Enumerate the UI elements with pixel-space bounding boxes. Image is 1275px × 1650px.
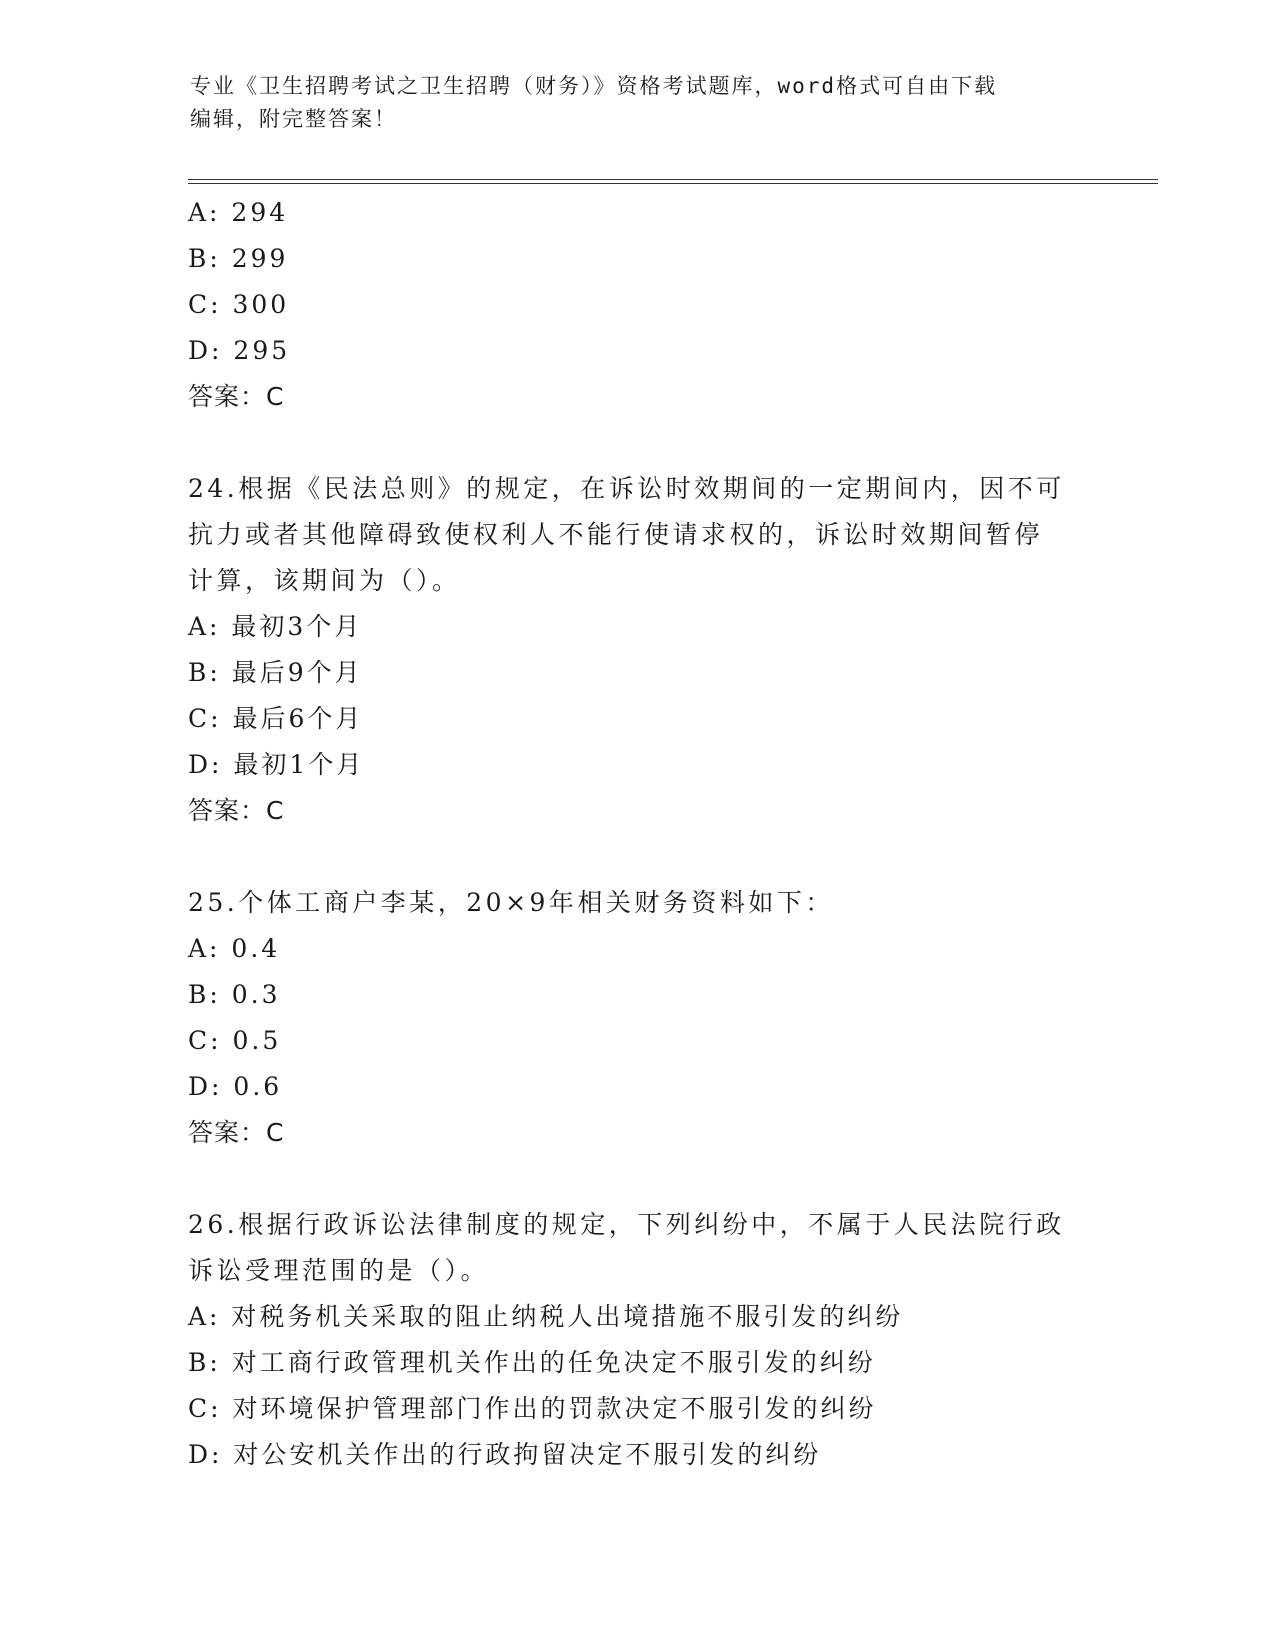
question-23 <box>188 190 1088 420</box>
option-d: D: 最初1个月 <box>188 750 365 779</box>
option-b: B: 对工商行政管理机关作出的任免决定不服引发的纠纷 <box>188 1348 876 1377</box>
answer-line: 答案：C <box>188 1118 285 1147</box>
option-b: B: 最后9个月 <box>188 658 363 687</box>
answer-line: 答案：C <box>188 796 285 825</box>
option-d: D: 295 <box>188 336 291 365</box>
question-text-line: 诉讼受理范围的是（）。 <box>188 1256 490 1285</box>
option-d: D: 对公安机关作出的行政拘留决定不服引发的纠纷 <box>188 1440 822 1469</box>
option-b: B: 0.3 <box>188 980 281 1009</box>
question-text-line: 24.根据《民法总则》的规定，在诉讼时效期间的一定期间内，因不可 <box>188 474 1065 503</box>
option-a: A: 294 <box>188 198 289 227</box>
option-b: B: 299 <box>188 244 289 273</box>
question-26 <box>188 1202 1088 1478</box>
option-d: D: 0.6 <box>188 1072 283 1101</box>
option-c: C: 0.5 <box>188 1026 282 1055</box>
document-header <box>190 70 1090 136</box>
option-c: C: 300 <box>188 290 290 319</box>
answer-line: 答案：C <box>188 382 285 411</box>
option-c: C: 最后6个月 <box>188 704 364 733</box>
header-title-line-2: 编辑，附完整答案！ <box>190 107 397 131</box>
question-24 <box>188 466 1088 834</box>
question-spacer <box>188 834 1088 880</box>
header-divider-top <box>188 179 1158 180</box>
option-a: A: 0.4 <box>188 934 281 963</box>
option-a: A: 对税务机关采取的阻止纳税人出境措施不服引发的纠纷 <box>188 1302 904 1331</box>
question-text-line: 计算，该期间为（）。 <box>188 566 461 595</box>
question-list <box>188 190 1088 1478</box>
option-a: A: 最初3个月 <box>188 612 363 641</box>
question-spacer <box>188 420 1088 466</box>
question-25 <box>188 880 1088 1156</box>
question-text-line: 抗力或者其他障碍致使权利人不能行使请求权的，诉讼时效期间暂停 <box>188 520 1044 549</box>
question-spacer <box>188 1156 1088 1202</box>
header-title-line-1: 专业《卫生招聘考试之卫生招聘（财务）》资格考试题库，word格式可自由下载 <box>190 74 998 98</box>
header-divider-bottom <box>188 183 1158 184</box>
question-text-line: 25.个体工商户李某，20×9年相关财务资料如下： <box>188 888 834 917</box>
question-text-line: 26.根据行政诉讼法律制度的规定，下列纠纷中，不属于人民法院行政 <box>188 1210 1065 1239</box>
option-c: C: 对环境保护管理部门作出的罚款决定不服引发的纠纷 <box>188 1394 877 1423</box>
